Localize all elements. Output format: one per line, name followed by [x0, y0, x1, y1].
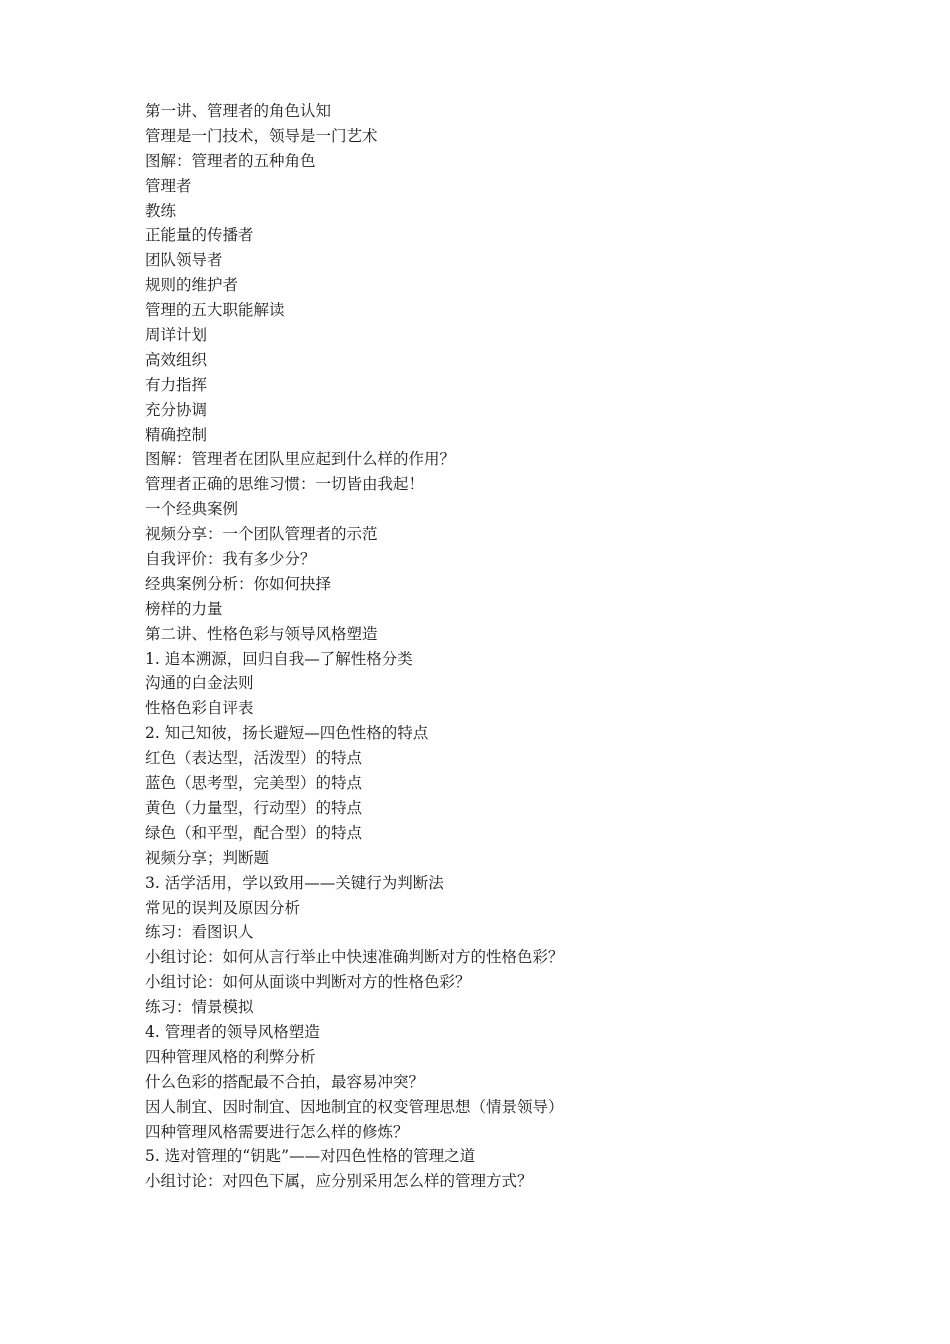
- numbered-item: 5. 选对管理的“钥匙”——对四色性格的管理之道: [145, 1147, 476, 1166]
- text-line: 自我评价：我有多少分？: [145, 550, 316, 569]
- text-line: 红色（表达型，活泼型）的特点: [145, 749, 363, 768]
- numbered-item: 3. 活学活用，学以致用——关键行为判断法: [145, 873, 444, 892]
- text-line: 图解：管理者的五种角色: [145, 151, 316, 170]
- numbered-item: 1. 追本溯源，回归自我—了解性格分类: [145, 649, 413, 668]
- text-line: 管理者: [145, 176, 192, 195]
- numbered-item: 4. 管理者的领导风格塑造: [145, 1022, 320, 1041]
- text-line: 沟通的白金法则: [145, 674, 254, 693]
- numbered-item: 2. 知己知彼，扬长避短—四色性格的特点: [145, 724, 429, 743]
- text-line: 正能量的传播者: [145, 226, 254, 245]
- text-line: 小组讨论：如何从言行举止中快速准确判断对方的性格色彩？: [145, 948, 564, 967]
- text-line: 常见的误判及原因分析: [145, 898, 301, 917]
- text-line: 团队领导者: [145, 251, 223, 270]
- text-line: 性格色彩自评表: [145, 699, 254, 718]
- text-line: 绿色（和平型，配合型）的特点: [145, 823, 363, 842]
- text-line: 视频分享；判断题: [145, 848, 270, 867]
- text-line: 高效组织: [145, 350, 208, 369]
- text-line: 规则的维护者: [145, 276, 239, 295]
- text-line: 周详计划: [145, 326, 208, 345]
- text-line: 视频分享：一个团队管理者的示范: [145, 525, 378, 544]
- text-line: 黄色（力量型，行动型）的特点: [145, 798, 363, 817]
- text-line: 管理的五大职能解读: [145, 301, 285, 320]
- section-heading-1: 第一讲、管理者的角色认知: [145, 102, 332, 120]
- text-line: 练习：情景模拟: [145, 998, 254, 1017]
- document-body: [145, 99, 845, 1194]
- text-line: 练习：看图识人: [145, 923, 254, 942]
- text-line: 什么色彩的搭配最不合拍，最容易冲突？: [145, 1072, 425, 1091]
- text-line: 精确控制: [145, 425, 208, 444]
- text-line: 有力指挥: [145, 375, 208, 394]
- text-line: 充分协调: [145, 400, 208, 419]
- text-line: 小组讨论：对四色下属，应分别采用怎么样的管理方式？: [145, 1172, 533, 1191]
- text-line: 因人制宜、因时制宜、因地制宜的权变管理思想（情景领导）: [145, 1097, 564, 1116]
- text-line: 教练: [145, 201, 177, 220]
- text-line: 小组讨论：如何从面谈中判断对方的性格色彩？: [145, 973, 471, 992]
- text-line: 一个经典案例: [145, 500, 239, 519]
- text-line: 经典案例分析：你如何抉择: [145, 574, 332, 593]
- text-line: 榜样的力量: [145, 599, 223, 618]
- text-line: 图解：管理者在团队里应起到什么样的作用？: [145, 450, 456, 469]
- text-line: 四种管理风格的利弊分析: [145, 1047, 316, 1066]
- section-heading-2: 第二讲、性格色彩与领导风格塑造: [145, 624, 378, 643]
- text-line: 管理者正确的思维习惯：一切皆由我起！: [145, 475, 425, 494]
- text-line: 四种管理风格需要进行怎么样的修炼？: [145, 1122, 409, 1141]
- text-line: 蓝色（思考型，完美型）的特点: [145, 774, 363, 793]
- text-line: 管理是一门技术，领导是一门艺术: [145, 126, 378, 145]
